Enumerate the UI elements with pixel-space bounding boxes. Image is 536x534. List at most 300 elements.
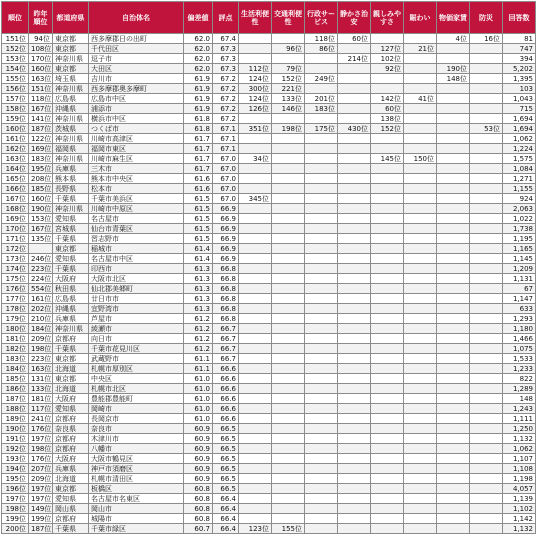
table-cell: 大阪市北区 <box>89 274 184 284</box>
table-cell: 1,243 <box>503 404 536 414</box>
table-row <box>2 274 536 284</box>
table-cell <box>404 284 437 294</box>
table-cell: 1,132 <box>503 524 536 534</box>
table-cell: 62.0 <box>184 44 213 54</box>
table-cell <box>239 44 272 54</box>
table-cell: 5,202 <box>503 64 536 74</box>
table-cell: 201位 <box>305 94 338 104</box>
table-cell <box>470 304 503 314</box>
table-cell <box>404 214 437 224</box>
table-cell: 208位 <box>29 174 53 184</box>
table-cell: 34位 <box>239 154 272 164</box>
table-cell <box>272 204 305 214</box>
table-cell: 183位 <box>29 154 53 164</box>
table-cell <box>404 244 437 254</box>
col-prefecture: 都道府県 <box>53 2 89 34</box>
table-cell <box>338 94 371 104</box>
table-cell: 66.7 <box>213 344 239 354</box>
table-cell: 1,289 <box>503 384 536 394</box>
table-cell <box>338 224 371 234</box>
table-cell: 芦屋市 <box>89 314 184 324</box>
table-cell: 187位 <box>29 124 53 134</box>
table-cell: 66.6 <box>213 414 239 424</box>
table-cell: 岡山県 <box>53 504 89 514</box>
table-cell <box>371 354 404 364</box>
table-row <box>2 134 536 144</box>
table-cell <box>371 404 404 414</box>
table-cell: 167位 <box>29 224 53 234</box>
table-cell: 133位 <box>272 94 305 104</box>
table-cell: 62.0 <box>184 54 213 64</box>
table-cell: 東京都 <box>53 44 89 54</box>
table-row <box>2 504 536 514</box>
table-row <box>2 294 536 304</box>
table-cell: 60.8 <box>184 494 213 504</box>
table-cell <box>272 54 305 64</box>
table-cell <box>305 154 338 164</box>
table-cell: 169位 <box>29 144 53 154</box>
table-row <box>2 74 536 84</box>
table-cell <box>437 474 470 484</box>
table-cell: 67.1 <box>213 134 239 144</box>
table-cell <box>239 294 272 304</box>
table-cell <box>470 64 503 74</box>
table-cell: 66.7 <box>213 354 239 364</box>
table-cell <box>470 234 503 244</box>
table-cell: 163位 <box>29 364 53 374</box>
table-cell <box>272 364 305 374</box>
table-cell <box>338 274 371 284</box>
col-disaster: 防災 <box>470 2 503 34</box>
table-cell <box>272 304 305 314</box>
table-cell: 名古屋市 <box>89 214 184 224</box>
table-cell <box>437 484 470 494</box>
table-cell <box>29 244 53 254</box>
table-cell <box>239 374 272 384</box>
table-cell: 61.3 <box>184 294 213 304</box>
table-cell <box>470 464 503 474</box>
table-cell <box>437 354 470 364</box>
table-cell <box>272 354 305 364</box>
table-cell <box>404 414 437 424</box>
table-cell: 川崎市高津区 <box>89 134 184 144</box>
table-cell: 61.0 <box>184 404 213 414</box>
table-cell: 1,155 <box>503 184 536 194</box>
table-cell: 145位 <box>371 154 404 164</box>
table-cell <box>371 344 404 354</box>
table-cell: 向日市 <box>89 334 184 344</box>
table-cell: 633 <box>503 304 536 314</box>
col-safety: 静かさ治安 <box>338 2 371 34</box>
table-cell: 60.9 <box>184 474 213 484</box>
table-cell <box>239 394 272 404</box>
table-row <box>2 514 536 524</box>
table-cell: 愛知県 <box>53 494 89 504</box>
table-cell: 16位 <box>470 34 503 44</box>
table-cell <box>305 224 338 234</box>
table-cell: 66.8 <box>213 304 239 314</box>
table-row <box>2 44 536 54</box>
table-cell: 1,198 <box>503 474 536 484</box>
table-cell: 61.0 <box>184 394 213 404</box>
table-cell <box>305 284 338 294</box>
table-cell: 81 <box>503 34 536 44</box>
table-cell: 62.0 <box>184 64 213 74</box>
table-cell: 66.9 <box>213 224 239 234</box>
table-cell <box>272 154 305 164</box>
table-cell: 奈良県 <box>53 424 89 434</box>
table-row <box>2 54 536 64</box>
table-cell <box>470 184 503 194</box>
table-cell <box>305 314 338 324</box>
table-cell <box>239 484 272 494</box>
table-cell: 142位 <box>371 94 404 104</box>
table-cell <box>371 324 404 334</box>
table-cell: 185位 <box>2 374 29 384</box>
table-cell: 66.6 <box>213 384 239 394</box>
table-cell <box>239 384 272 394</box>
table-cell: 60.9 <box>184 464 213 474</box>
table-cell <box>305 434 338 444</box>
table-cell <box>437 244 470 254</box>
table-cell: 京都府 <box>53 444 89 454</box>
table-cell: 200位 <box>2 524 29 534</box>
table-cell <box>404 224 437 234</box>
table-cell: 4位 <box>437 34 470 44</box>
table-cell <box>437 454 470 464</box>
table-row <box>2 474 536 484</box>
table-cell: 1,694 <box>503 124 536 134</box>
table-cell: 兵庫県 <box>53 464 89 474</box>
table-cell <box>404 514 437 524</box>
table-cell <box>371 374 404 384</box>
table-cell: 61.9 <box>184 74 213 84</box>
table-cell: 千葉県 <box>53 234 89 244</box>
table-cell <box>470 274 503 284</box>
table-cell: 1,466 <box>503 334 536 344</box>
table-cell <box>371 424 404 434</box>
table-cell: 554位 <box>29 284 53 294</box>
table-cell: 151位 <box>2 34 29 44</box>
table-cell: 186位 <box>2 384 29 394</box>
table-cell <box>239 494 272 504</box>
table-cell <box>470 74 503 84</box>
table-cell <box>272 344 305 354</box>
table-cell: 157位 <box>2 94 29 104</box>
table-cell: 67.1 <box>213 124 239 134</box>
table-cell <box>338 524 371 534</box>
table-cell: 茨城県 <box>53 124 89 134</box>
table-cell: 1,209 <box>503 264 536 274</box>
table-cell <box>470 264 503 274</box>
table-cell <box>470 54 503 64</box>
table-cell: 151位 <box>29 84 53 94</box>
table-cell <box>404 84 437 94</box>
table-cell <box>305 524 338 534</box>
table-row <box>2 214 536 224</box>
table-cell <box>404 394 437 404</box>
table-cell <box>338 294 371 304</box>
table-cell <box>305 474 338 484</box>
table-cell: 1,533 <box>503 354 536 364</box>
table-cell: 愛知県 <box>53 404 89 414</box>
table-cell <box>305 374 338 384</box>
table-cell <box>470 324 503 334</box>
table-cell <box>470 484 503 494</box>
table-cell: 札幌市清田区 <box>89 474 184 484</box>
table-row <box>2 414 536 424</box>
table-cell: 66.7 <box>213 324 239 334</box>
table-cell: 浦添市 <box>89 104 184 114</box>
table-cell <box>371 394 404 404</box>
table-cell <box>305 274 338 284</box>
table-cell: 66.8 <box>213 284 239 294</box>
table-cell <box>404 504 437 514</box>
table-cell: 埼玉県 <box>53 74 89 84</box>
table-cell <box>305 114 338 124</box>
table-cell: 67.0 <box>213 154 239 164</box>
table-cell: 176位 <box>2 284 29 294</box>
table-cell <box>437 294 470 304</box>
table-cell <box>404 334 437 344</box>
table-cell: 千葉県 <box>53 524 89 534</box>
table-cell <box>338 174 371 184</box>
table-cell: 345位 <box>239 194 272 204</box>
table-row <box>2 184 536 194</box>
table-cell <box>404 274 437 284</box>
table-cell: 190位 <box>2 424 29 434</box>
table-cell <box>305 334 338 344</box>
table-cell: 124位 <box>239 74 272 84</box>
table-cell: 東京都 <box>53 64 89 74</box>
table-cell: 習志野市 <box>89 234 184 244</box>
table-cell: 1,165 <box>503 244 536 254</box>
table-cell <box>470 354 503 364</box>
table-cell: 大阪府 <box>53 454 89 464</box>
table-cell: 熊本県 <box>53 174 89 184</box>
table-row <box>2 284 536 294</box>
table-cell: 169位 <box>2 214 29 224</box>
table-cell <box>272 324 305 334</box>
table-body <box>2 34 536 534</box>
table-cell: 東京都 <box>53 244 89 254</box>
table-cell <box>437 264 470 274</box>
col-transport: 交通利便性 <box>272 2 305 34</box>
table-cell <box>470 214 503 224</box>
table-cell: 61.5 <box>184 224 213 234</box>
table-cell: 209位 <box>29 334 53 344</box>
table-cell: 131位 <box>29 374 53 384</box>
table-cell: 1,022 <box>503 214 536 224</box>
table-cell <box>338 414 371 424</box>
table-cell: 94位 <box>29 34 53 44</box>
table-cell: 223位 <box>29 354 53 364</box>
table-row <box>2 94 536 104</box>
table-cell: 大田区 <box>89 64 184 74</box>
table-cell: 広島県 <box>53 94 89 104</box>
table-cell: 逗子市 <box>89 54 184 64</box>
table-cell <box>272 494 305 504</box>
table-cell: 124位 <box>239 94 272 104</box>
table-cell: 149位 <box>29 504 53 514</box>
table-cell: 60.9 <box>184 454 213 464</box>
table-cell: 210位 <box>29 314 53 324</box>
table-cell: 1,147 <box>503 294 536 304</box>
table-cell <box>371 244 404 254</box>
table-cell <box>437 504 470 514</box>
table-cell: 66.9 <box>213 214 239 224</box>
table-cell: 209位 <box>29 474 53 484</box>
table-cell: 61.2 <box>184 334 213 344</box>
table-cell: 大阪府 <box>53 274 89 284</box>
table-cell: 福岡市東区 <box>89 144 184 154</box>
table-cell: 166位 <box>2 184 29 194</box>
table-cell <box>470 424 503 434</box>
table-cell <box>371 284 404 294</box>
table-cell: 184位 <box>2 364 29 374</box>
table-cell: 160位 <box>29 194 53 204</box>
table-cell: 715 <box>503 104 536 114</box>
table-cell <box>404 254 437 264</box>
table-cell: 167位 <box>2 194 29 204</box>
table-cell: 191位 <box>2 434 29 444</box>
table-cell <box>305 364 338 374</box>
table-cell: 189位 <box>2 414 29 424</box>
table-cell <box>272 404 305 414</box>
table-cell <box>239 224 272 234</box>
table-cell <box>404 304 437 314</box>
table-cell: 170位 <box>2 224 29 234</box>
table-cell <box>437 204 470 214</box>
table-cell <box>272 194 305 204</box>
table-cell <box>437 444 470 454</box>
table-cell <box>404 384 437 394</box>
table-cell <box>371 454 404 464</box>
table-cell <box>305 344 338 354</box>
table-cell <box>338 254 371 264</box>
table-cell <box>470 44 503 54</box>
table-cell <box>305 384 338 394</box>
table-cell: 1,694 <box>503 114 536 124</box>
table-cell <box>371 434 404 444</box>
table-cell: 1,084 <box>503 164 536 174</box>
table-cell: 194位 <box>2 464 29 474</box>
table-cell: 430位 <box>338 124 371 134</box>
table-cell <box>239 284 272 294</box>
table-cell: 61.9 <box>184 94 213 104</box>
table-cell <box>437 134 470 144</box>
table-cell <box>404 374 437 384</box>
table-cell <box>404 424 437 434</box>
table-cell <box>305 184 338 194</box>
table-cell <box>338 404 371 414</box>
table-cell: 神奈川県 <box>53 134 89 144</box>
table-cell <box>272 394 305 404</box>
table-cell <box>338 164 371 174</box>
table-cell <box>437 44 470 54</box>
table-cell <box>437 494 470 504</box>
table-cell <box>470 134 503 144</box>
table-cell <box>470 444 503 454</box>
table-cell: 66.6 <box>213 364 239 374</box>
table-cell: 62.0 <box>184 34 213 44</box>
table-cell: 223位 <box>29 264 53 274</box>
table-cell <box>404 34 437 44</box>
table-cell <box>470 494 503 504</box>
table-cell <box>371 464 404 474</box>
table-cell <box>437 374 470 384</box>
table-cell: 161位 <box>2 134 29 144</box>
table-cell <box>338 44 371 54</box>
table-cell <box>239 504 272 514</box>
table-cell: 1,233 <box>503 364 536 374</box>
table-cell <box>404 144 437 154</box>
table-cell: 61.5 <box>184 204 213 214</box>
table-cell <box>239 474 272 484</box>
table-cell <box>470 114 503 124</box>
col-friendly: 親しみやすさ <box>371 2 404 34</box>
table-cell <box>305 64 338 74</box>
table-cell: 61.7 <box>184 134 213 144</box>
table-cell: 221位 <box>272 84 305 94</box>
col-score: 評点 <box>213 2 239 34</box>
table-row <box>2 324 536 334</box>
table-cell: 66.8 <box>213 274 239 284</box>
table-cell <box>239 514 272 524</box>
table-cell <box>239 204 272 214</box>
table-cell: 135位 <box>29 234 53 244</box>
table-cell <box>305 444 338 454</box>
table-row <box>2 364 536 374</box>
table-cell <box>305 164 338 174</box>
table-cell <box>470 314 503 324</box>
table-cell <box>305 504 338 514</box>
table-row <box>2 374 536 384</box>
table-cell: 66.5 <box>213 484 239 494</box>
table-cell: 162位 <box>2 144 29 154</box>
table-cell <box>338 334 371 344</box>
table-cell <box>272 464 305 474</box>
table-cell <box>338 74 371 84</box>
table-cell <box>272 134 305 144</box>
table-cell: 印西市 <box>89 264 184 274</box>
table-cell <box>338 214 371 224</box>
table-cell <box>239 254 272 264</box>
table-cell <box>404 134 437 144</box>
table-cell: 146位 <box>272 104 305 114</box>
table-cell: 札幌市厚別区 <box>89 364 184 374</box>
table-cell: 148 <box>503 394 536 404</box>
table-cell <box>338 384 371 394</box>
table-cell: 中央区 <box>89 374 184 384</box>
table-cell <box>239 314 272 324</box>
table-cell: 181位 <box>2 334 29 344</box>
table-row <box>2 304 536 314</box>
table-cell <box>437 384 470 394</box>
table-cell <box>437 524 470 534</box>
table-cell: 61.8 <box>184 114 213 124</box>
table-row <box>2 424 536 434</box>
table-cell <box>272 434 305 444</box>
table-cell: 1,062 <box>503 134 536 144</box>
table-cell: 86位 <box>305 44 338 54</box>
table-cell: 924 <box>503 194 536 204</box>
table-cell <box>272 254 305 264</box>
table-cell: 61.1 <box>184 354 213 364</box>
table-cell <box>305 54 338 64</box>
table-cell <box>470 94 503 104</box>
table-cell: 61.8 <box>184 124 213 134</box>
